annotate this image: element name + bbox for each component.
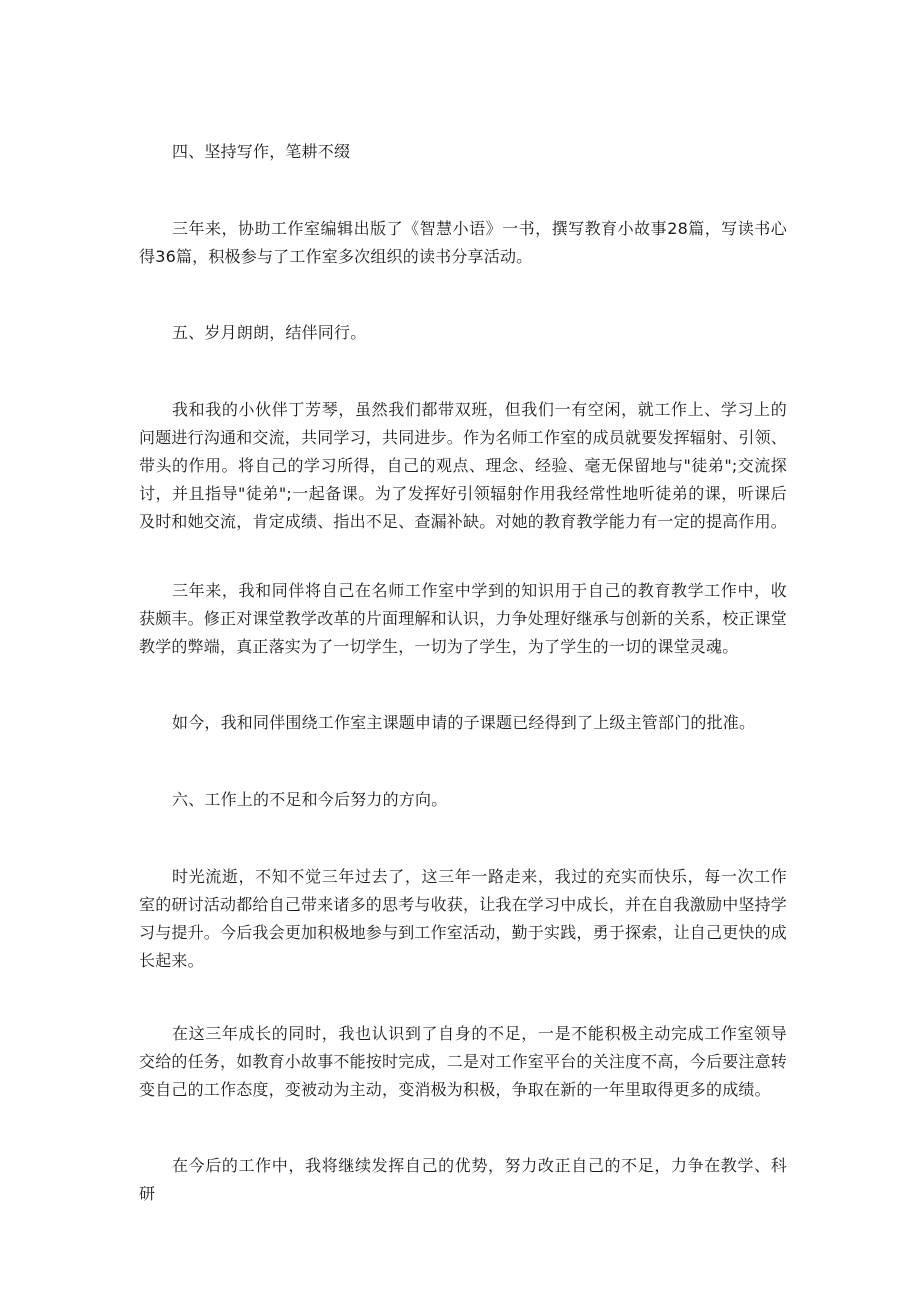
paragraph-teaching-gains: 三年来，我和同伴将自己在名师工作室中学到的知识用于自己的教育教学工作中，收获颇丰。修正对课堂教学改革的片面理解和认识，力争处理好继承与创新的关系，校正课堂教学的弊端，真正落实为了一切学生，一切为了学生，为了学生的一切的课堂灵魂。 — [139, 581, 788, 656]
paragraph-writing-achievements: 三年来，协助工作室编辑出版了《智慧小语》一书，撰写教育小故事28篇，写读书心得36篇，积极参与了工作室多次组织的读书分享活动。 — [139, 219, 787, 266]
paragraph-subtopic-approval: 如今，我和同伴围绕工作室主课题申请的子课题已经得到了上级主管部门的批准。 — [172, 713, 756, 732]
paragraph-three-years-reflection: 时光流逝，不知不觉三年过去了，这三年一路走来，我过的充实而快乐，每一次工作室的研讨活动都给自己带来诸多的思考与收获，让我在学习中成长，并在自我激励中坚持学习与提升。今后我会更加积极地参与到工作室活动，勤于实践，勇于探索，让自己更快的成长起来。 — [139, 867, 788, 970]
paragraph-shortcomings-detail: 在这三年成长的同时，我也认识到了自身的不足，一是不能积极主动完成工作室领导交给的任务，如教育小故事不能按时完成，二是对工作室平台的关注度不高，今后要注意转变自己的工作态度，变被动为主动，变消极为积极，争取在新的一年里取得更多的成绩。 — [139, 1024, 788, 1099]
paragraph-future-work: 在今后的工作中，我将继续发挥自己的优势，努力改正自己的不足，力争在教学、科研 — [139, 1156, 787, 1203]
section-heading-writing: 四、坚持写作，笔耕不缀 — [172, 142, 351, 161]
paragraph-partner-collaboration: 我和我的小伙伴丁芳琴，虽然我们都带双班，但我们一有空闲，就工作上、学习上的问题进行沟通和交流，共同学习，共同进步。作为名师工作室的成员就要发挥辐射、引领、带头的作用。将自己的学习所得，自己的观点、理念、经验、毫无保留地与"徒弟";交流探讨，并且指导"徒弟";一起备课。为了发挥好引领辐射作用我经常性地听徒弟的课，听课后及时和她交流，肯定成绩、指出不足、查漏补缺。对她的教育教学能力有一定的提高作用。 — [139, 400, 788, 531]
section-heading-companions: 五、岁月朗朗，结伴同行。 — [172, 323, 367, 342]
section-heading-shortcomings: 六、工作上的不足和今后努力的方向。 — [172, 790, 448, 809]
